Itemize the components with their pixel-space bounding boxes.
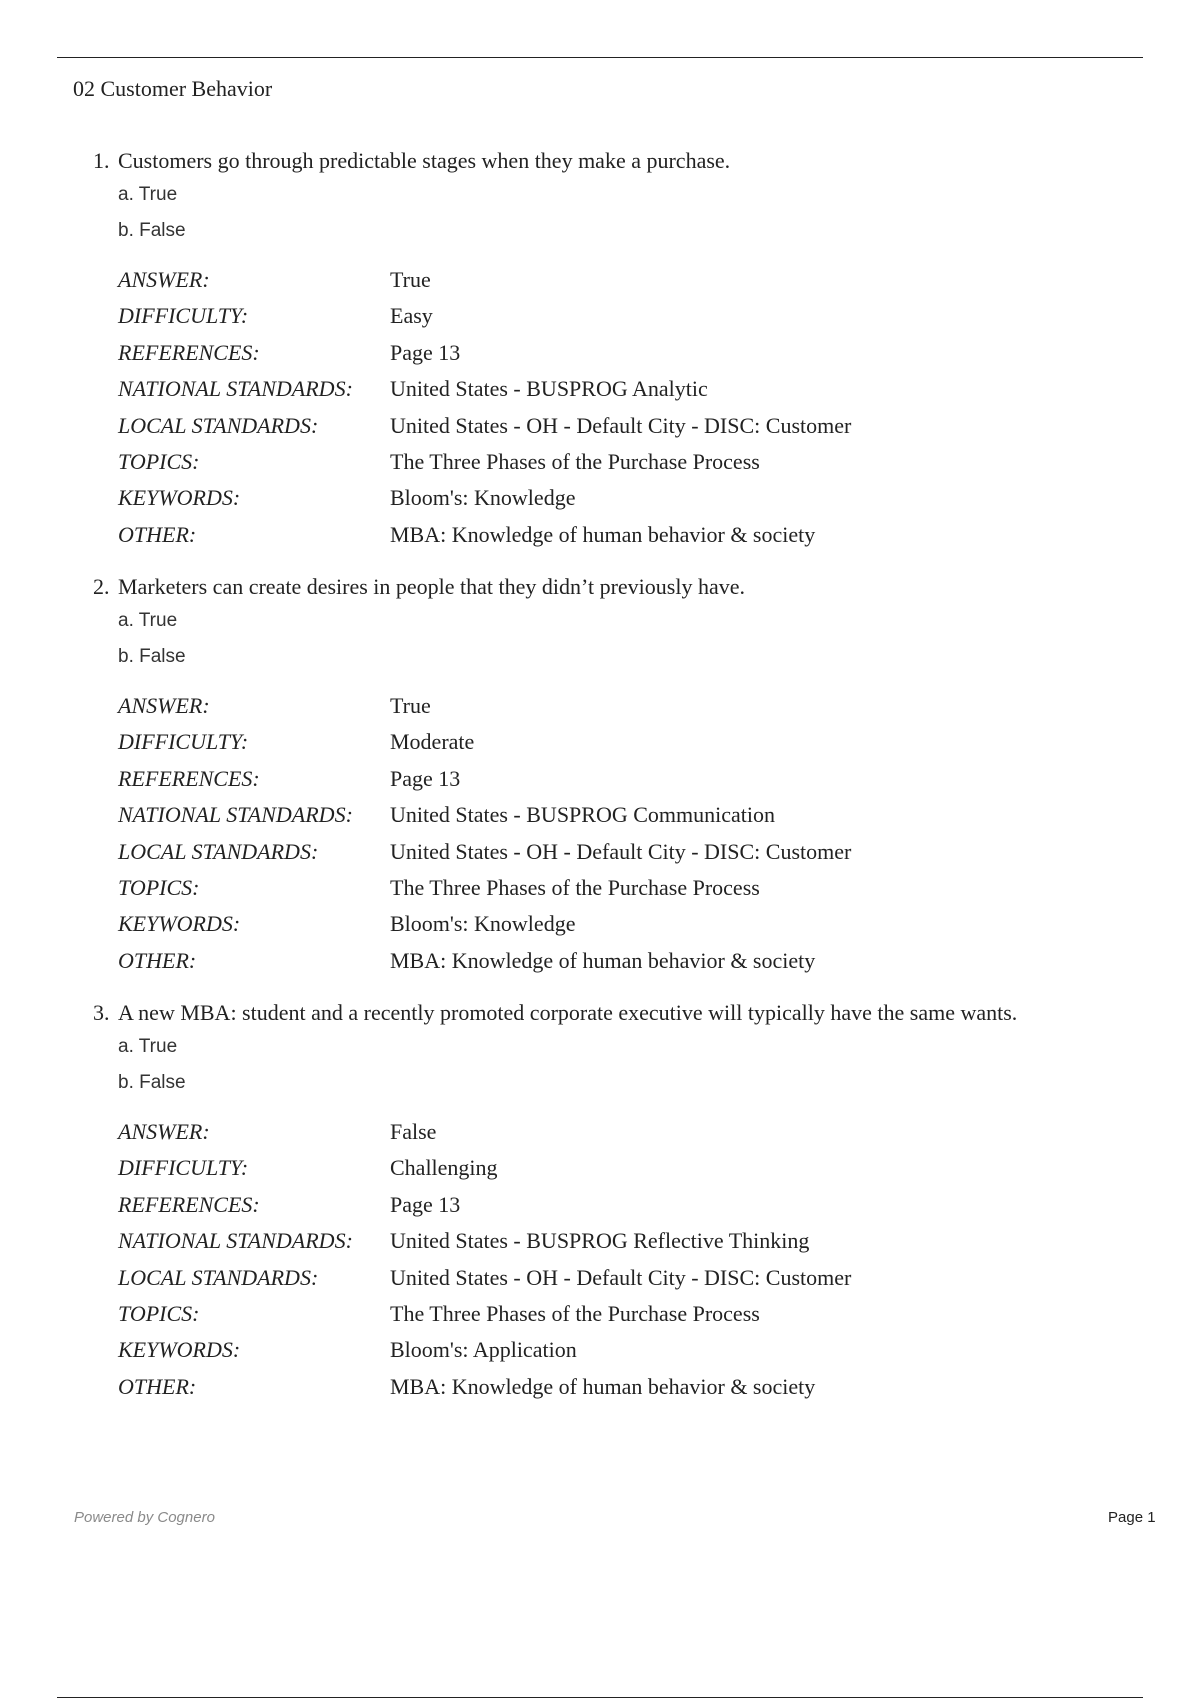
powered-by-text: Powered by Cognero [74, 1509, 215, 1526]
meta-value: Moderate [390, 729, 475, 755]
meta-value: United States - OH - Default City - DISC: Customer [390, 412, 852, 438]
meta-label: KEYWORDS: [118, 485, 241, 511]
option-a: a. True [118, 610, 178, 631]
meta-value: True [390, 267, 431, 292]
option-b: b. False [118, 646, 186, 667]
meta-label: KEYWORDS: [118, 911, 241, 937]
meta-label: OTHER: [118, 521, 197, 547]
option-b: b. False [118, 220, 186, 241]
meta-label: TOPICS: [118, 448, 200, 474]
question-number: 2. [93, 574, 110, 599]
question-number: 1. [93, 148, 110, 173]
meta-label: REFERENCES: [118, 339, 260, 365]
document-title: 02 Customer Behavior [73, 76, 273, 101]
question-number: 3. [93, 1000, 110, 1025]
meta-value: Challenging [390, 1155, 498, 1181]
bottom-rule [57, 1697, 1143, 1698]
question-text: Customers go through predictable stages when they make a purchase. [118, 148, 731, 173]
meta-label: ANSWER: [118, 267, 210, 292]
meta-value: The Three Phases of the Purchase Process [390, 874, 760, 900]
meta-value: United States - BUSPROG Reflective Thinking [390, 1228, 810, 1254]
meta-value: False [390, 1119, 437, 1144]
option-a: a. True [118, 1036, 178, 1057]
meta-label: LOCAL STANDARDS: [118, 1264, 319, 1290]
meta-label: ANSWER: [118, 1119, 210, 1144]
meta-value: Bloom's: Application [390, 1337, 577, 1363]
meta-label: NATIONAL STANDARDS: [118, 376, 353, 402]
meta-label: TOPICS: [118, 874, 200, 900]
meta-value: Bloom's: Knowledge [390, 485, 576, 511]
meta-value: Bloom's: Knowledge [390, 911, 576, 937]
meta-value: MBA: Knowledge of human behavior & society [390, 521, 816, 547]
meta-label: OTHER: [118, 1373, 197, 1399]
meta-label: LOCAL STANDARDS: [118, 838, 319, 864]
meta-value: The Three Phases of the Purchase Process [390, 448, 760, 474]
meta-label: NATIONAL STANDARDS: [118, 802, 353, 828]
meta-label: OTHER: [118, 947, 197, 973]
meta-value: Page 13 [390, 339, 461, 365]
meta-value: MBA: Knowledge of human behavior & society [390, 1373, 816, 1399]
meta-value: United States - OH - Default City - DISC: Customer [390, 1264, 852, 1290]
meta-value: The Three Phases of the Purchase Process [390, 1300, 760, 1326]
meta-value: MBA: Knowledge of human behavior & society [390, 947, 816, 973]
meta-value: United States - BUSPROG Communication [390, 802, 775, 828]
meta-label: NATIONAL STANDARDS: [118, 1228, 353, 1254]
question-text: A new MBA: student and a recently promoted corporate executive will typically have the same wants. [118, 1000, 1018, 1025]
meta-label: REFERENCES: [118, 1191, 260, 1217]
option-b: b. False [118, 1072, 186, 1093]
meta-label: KEYWORDS: [118, 1337, 241, 1363]
meta-value: United States - BUSPROG Analytic [390, 376, 708, 402]
meta-label: DIFFICULTY: [118, 303, 249, 329]
meta-label: LOCAL STANDARDS: [118, 412, 319, 438]
page-number: Page 1 [1108, 1509, 1156, 1526]
question-stem [93, 998, 1017, 1028]
meta-value: Page 13 [390, 1191, 461, 1217]
meta-label: TOPICS: [118, 1300, 200, 1326]
question-text: Marketers can create desires in people that they didn’t previously have. [118, 574, 745, 599]
top-rule [57, 57, 1143, 58]
question-stem [93, 146, 730, 176]
meta-value: True [390, 693, 431, 718]
meta-value: Page 13 [390, 765, 461, 791]
meta-label: ANSWER: [118, 693, 210, 718]
question-stem [93, 572, 745, 602]
option-a: a. True [118, 184, 178, 205]
meta-value: United States - OH - Default City - DISC: Customer [390, 838, 852, 864]
meta-label: DIFFICULTY: [118, 729, 249, 755]
meta-value: Easy [390, 303, 433, 329]
meta-label: DIFFICULTY: [118, 1155, 249, 1181]
meta-label: REFERENCES: [118, 765, 260, 791]
